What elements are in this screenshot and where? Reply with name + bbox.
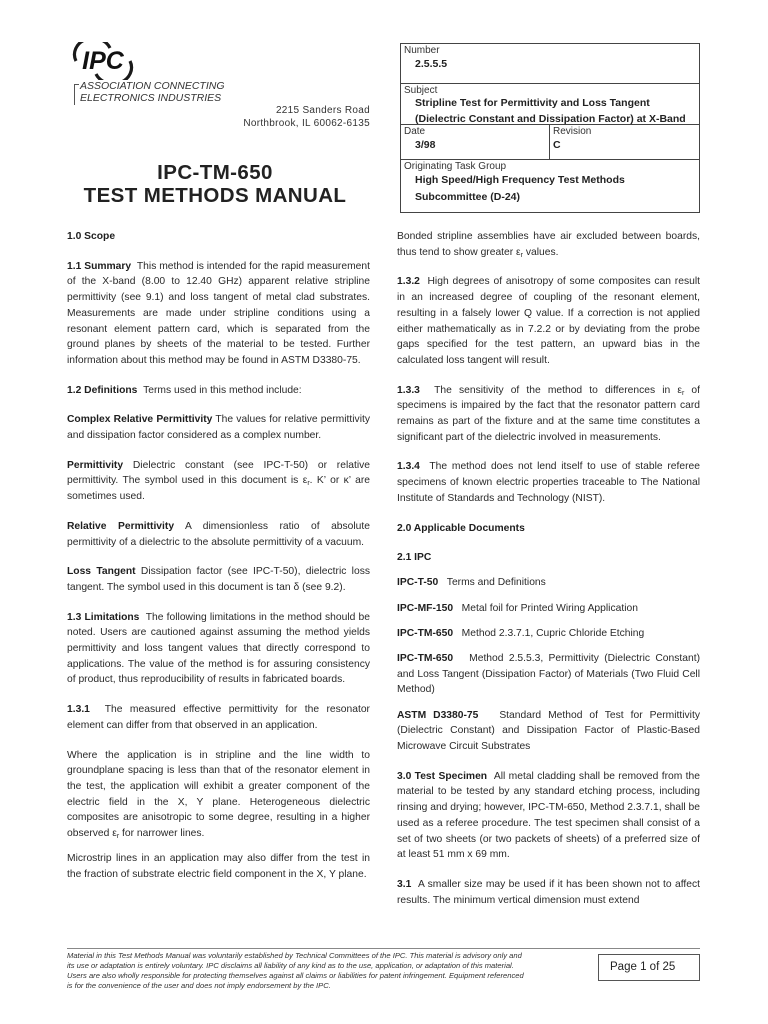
definition-permittivity-text: Dielectric constant (see IPC-T-50) or relative permittivity. The symbol used in this document is ε <box>67 459 370 487</box>
applicable-documents-heading-text: 2.0 Applicable Documents <box>397 522 525 534</box>
doc-item <box>397 651 700 698</box>
doc-title: Method 2.3.7.1, Cupric Chloride Etching <box>461 627 645 639</box>
section-1-3-4-heading: 1.3.4 <box>397 461 420 473</box>
doc-title: Method 2.5.5.3, Permittivity (Dielectric Constant) and Loss Tangent (Dissipation Factor) of Materials (Two Fluid Cell Method) <box>397 653 700 696</box>
right-column <box>397 229 700 918</box>
subject-cell <box>401 84 699 125</box>
microstrip-text: Microstrip lines in an application may also differ from the test in the fraction of substrate electric field component in the X, Y plane. <box>67 853 370 880</box>
association-line-1: ASSOCIATION CONNECTING <box>80 80 225 92</box>
section-1-3-1-heading: 1.3.1 <box>67 704 90 716</box>
summary-heading: 1.1 Summary <box>67 260 132 272</box>
doc-id: IPC-TM-650 <box>397 653 454 665</box>
limitations-paragraph <box>67 610 370 689</box>
revision-label: Revision <box>553 126 592 137</box>
section-3-1-text: A smaller size may be used if it has been shown not to affect results. The minimum vertical dimension must extend <box>397 879 700 906</box>
term-relative-permittivity: Relative Permittivity <box>67 520 175 532</box>
association-name <box>80 80 224 104</box>
task-group-label: Originating Task Group <box>404 161 507 172</box>
page-total: 25 <box>662 961 676 973</box>
scope-heading-text: 1.0 Scope <box>67 231 116 242</box>
doc-item <box>397 601 700 617</box>
section-1-3-3-text-2: of specimens is impaired by the fact that the resonator pattern card remains as part of the fixture and at the same time constitutes a significant part of the dielectric involved in measurements. <box>397 384 700 443</box>
definition-loss-tangent <box>67 564 370 595</box>
subject-line-2: (Dielectric Constant and Dissipation Factor) at X-Band <box>415 112 686 125</box>
task-group-cell <box>401 160 699 212</box>
left-column <box>67 229 370 892</box>
definitions-text: Terms used in this method include: <box>143 384 302 396</box>
subject-line-1: Stripline Test for Permittivity and Loss Tangent <box>415 97 650 109</box>
section-1-3-3-heading: 1.3.3 <box>397 384 420 396</box>
applicable-documents-heading <box>397 521 700 537</box>
stripline-text-2: for narrower lines. <box>119 828 205 840</box>
doc-id: IPC-T-50 <box>397 577 439 589</box>
stripline-paragraph <box>67 748 370 842</box>
stripline-text: Where the application is in stripline and the line width to groundplane spacing is less than that of the resonator element in the test, the application will exhibit a greater component of the electric field in the X, Y plane. Heterogeneous dielectric composites are anisotropic to some degree, resulting in a higher observed ε <box>67 749 370 840</box>
page-number-box <box>598 954 700 981</box>
term-crp: Complex Relative Permittivity <box>67 414 213 426</box>
address-line-2: Northbrook, IL 60062-6135 <box>243 117 370 129</box>
section-1-3-4 <box>397 459 700 506</box>
doc-title: Standard Method of Test for Permittivity (Dielectric Constant) and Dissipation Factor of Plastic-Based Microwave Circuit Substrates <box>397 709 700 753</box>
ipc-logo <box>70 42 136 80</box>
bonded-text: Bonded stripline assemblies have air excluded between boards, thus tend to show greater ε <box>397 231 700 258</box>
definition-loss-tangent-text: Dissipation factor (see IPC-T-50), dielectric loss tangent. The symbol used in this document is tan δ (see 9.2). <box>67 566 370 593</box>
section-3-1-heading: 3.1 <box>397 879 412 890</box>
section-3-1 <box>397 877 700 908</box>
definition-crp <box>67 412 370 443</box>
task-group-line-1: High Speed/High Frequency Test Methods <box>415 174 625 186</box>
definition-permittivity-text-2: . K’ or κ’ are sometimes used. <box>67 475 370 503</box>
bonded-paragraph <box>397 229 700 260</box>
subject-label: Subject <box>404 85 438 96</box>
doc-id: IPC-TM-650 <box>397 627 454 639</box>
epsilon-subscript: r <box>116 833 120 841</box>
doc-item <box>397 626 700 642</box>
limitations-text: The following limitations in the method should be noted. Users are cautioned against assuming the method yields permittivity and loss tangent values that directly correspond to applications. The value of the method is for assuring consistency of product, thus reproducibility of results in fabricated boards. <box>67 611 370 686</box>
section-1-3-3-text: The sensitivity of the method to differences in ε <box>434 384 682 396</box>
page-number: 1 <box>640 961 647 973</box>
title-line-1: IPC-TM-650 <box>157 161 273 184</box>
section-1-3-3 <box>397 383 700 446</box>
footer-disclaimer: Material in this Test Methods Manual was voluntarily established by Technical Committees of the IPC. This material is advisory only and its use or adaptation is entirely voluntary. IPC disclaims all liability of any kind as to the use, application, or adaptation of this material. Users are also wholly responsible for protecting themselves against all claims or liabilities for patent infringement. Equipment referenced is for the convenience of the user and does not imply endorsement by the IPC. <box>67 951 524 990</box>
term-permittivity: Permittivity <box>67 459 124 471</box>
definitions-heading: 1.2 Definitions <box>67 384 138 396</box>
ipc-subheading-text: 2.1 IPC <box>397 552 432 564</box>
revision-cell <box>550 125 699 160</box>
revision-value: C <box>553 139 561 151</box>
section-1-3-4-text: The method does not lend itself to use of stable referee specimens of known electric properties traceable to The National Institute of Standards and Technology (NIST). <box>397 461 700 504</box>
epsilon-subscript: r <box>520 251 523 259</box>
address-line-1: 2215 Sanders Road <box>275 105 370 116</box>
doc-title: Metal foil for Printed Wiring Application <box>461 602 638 614</box>
section-1-3-2-heading: 1.3.2 <box>397 276 420 288</box>
doc-id: IPC-MF-150 <box>397 602 454 614</box>
date-cell <box>401 125 550 160</box>
definition-crp-text: The values for relative permittivity and dissipation factor considered as a complex number. <box>67 414 370 442</box>
logo-bracket <box>74 84 79 105</box>
date-label: Date <box>404 126 426 137</box>
term-loss-tangent: Loss Tangent <box>67 566 136 578</box>
task-group-line-2: Subcommittee (D-24) <box>415 191 521 203</box>
scope-heading <box>67 229 370 245</box>
definition-permittivity <box>67 458 370 505</box>
microstrip-paragraph <box>67 851 370 882</box>
epsilon-subscript: r <box>307 480 310 488</box>
test-specimen-paragraph <box>397 769 700 863</box>
number-label: Number <box>404 45 440 56</box>
method-info-table <box>400 43 700 213</box>
ipc-subheading <box>397 550 700 566</box>
summary-text: This method is intended for the rapid measurement of the X-band (8.00 to 12.40 GHz) apparent relative stripline permittivity (see 9.1) and loss tangent of metal clad substrates. Measurements are made under stripline conditions using a resonant element pattern card, which is separated from the ground planes by sheets of the material to be tested. Further information about this method may be found in ASTM D3380-75. <box>67 260 370 366</box>
test-specimen-heading: 3.0 Test Specimen <box>397 770 488 782</box>
page-of-label: of <box>649 961 660 973</box>
footer-rule <box>67 948 700 949</box>
number-value: 2.5.5.5 <box>415 58 448 70</box>
page-label: Page <box>610 961 637 973</box>
section-1-3-2 <box>397 274 700 368</box>
section-1-3-1-text: The measured effective permittivity for the resonator element can differ from that observed in an application. <box>67 704 370 731</box>
page-title <box>60 161 370 207</box>
definition-relative-permittivity-text: A dimensionless ratio of absolute permittivity of a dielectric to the absolute permittivity of a vacuum. <box>67 520 371 548</box>
doc-item <box>397 575 700 591</box>
address <box>220 105 370 130</box>
doc-item <box>397 708 700 755</box>
section-1-3-2-text: High degrees of anisotropy of some composites can result in an increased degree of coupling of the resonant element, resulting in a falsely lower Q value. If a correction is not applied either mathematically as in 7.2.2 or by deviating from the probe gaps specified for the test pattern, an upward bias in the calculated loss tangent will result. <box>397 276 700 366</box>
definition-relative-permittivity <box>67 519 370 550</box>
test-specimen-text: All metal cladding shall be removed from the material to be tested by any standard etching process, including rinsing and drying; however, IPC-TM-650, Method 2.3.7.1, shall be used as a referee procedure. The test specimen shall consist of a set of two sheets (or two packets of sheets) of a preferred size of at least 51 mm x 69 mm. <box>397 770 700 861</box>
title-line-2: TEST METHODS MANUAL <box>83 184 347 207</box>
bonded-text-2: values. <box>523 246 559 258</box>
number-cell <box>401 44 699 84</box>
section-1-3-1 <box>67 702 370 733</box>
date-value: 3/98 <box>415 139 436 151</box>
limitations-heading: 1.3 Limitations <box>67 611 140 623</box>
ipc-logo-text: IPC <box>82 47 124 75</box>
doc-id: ASTM D3380-75 <box>397 709 479 721</box>
epsilon-subscript: r <box>681 389 685 397</box>
definitions-paragraph <box>67 383 370 399</box>
summary-paragraph <box>67 259 370 369</box>
association-line-2: ELECTRONICS INDUSTRIES <box>80 92 222 104</box>
doc-title: Terms and Definitions <box>446 577 546 589</box>
